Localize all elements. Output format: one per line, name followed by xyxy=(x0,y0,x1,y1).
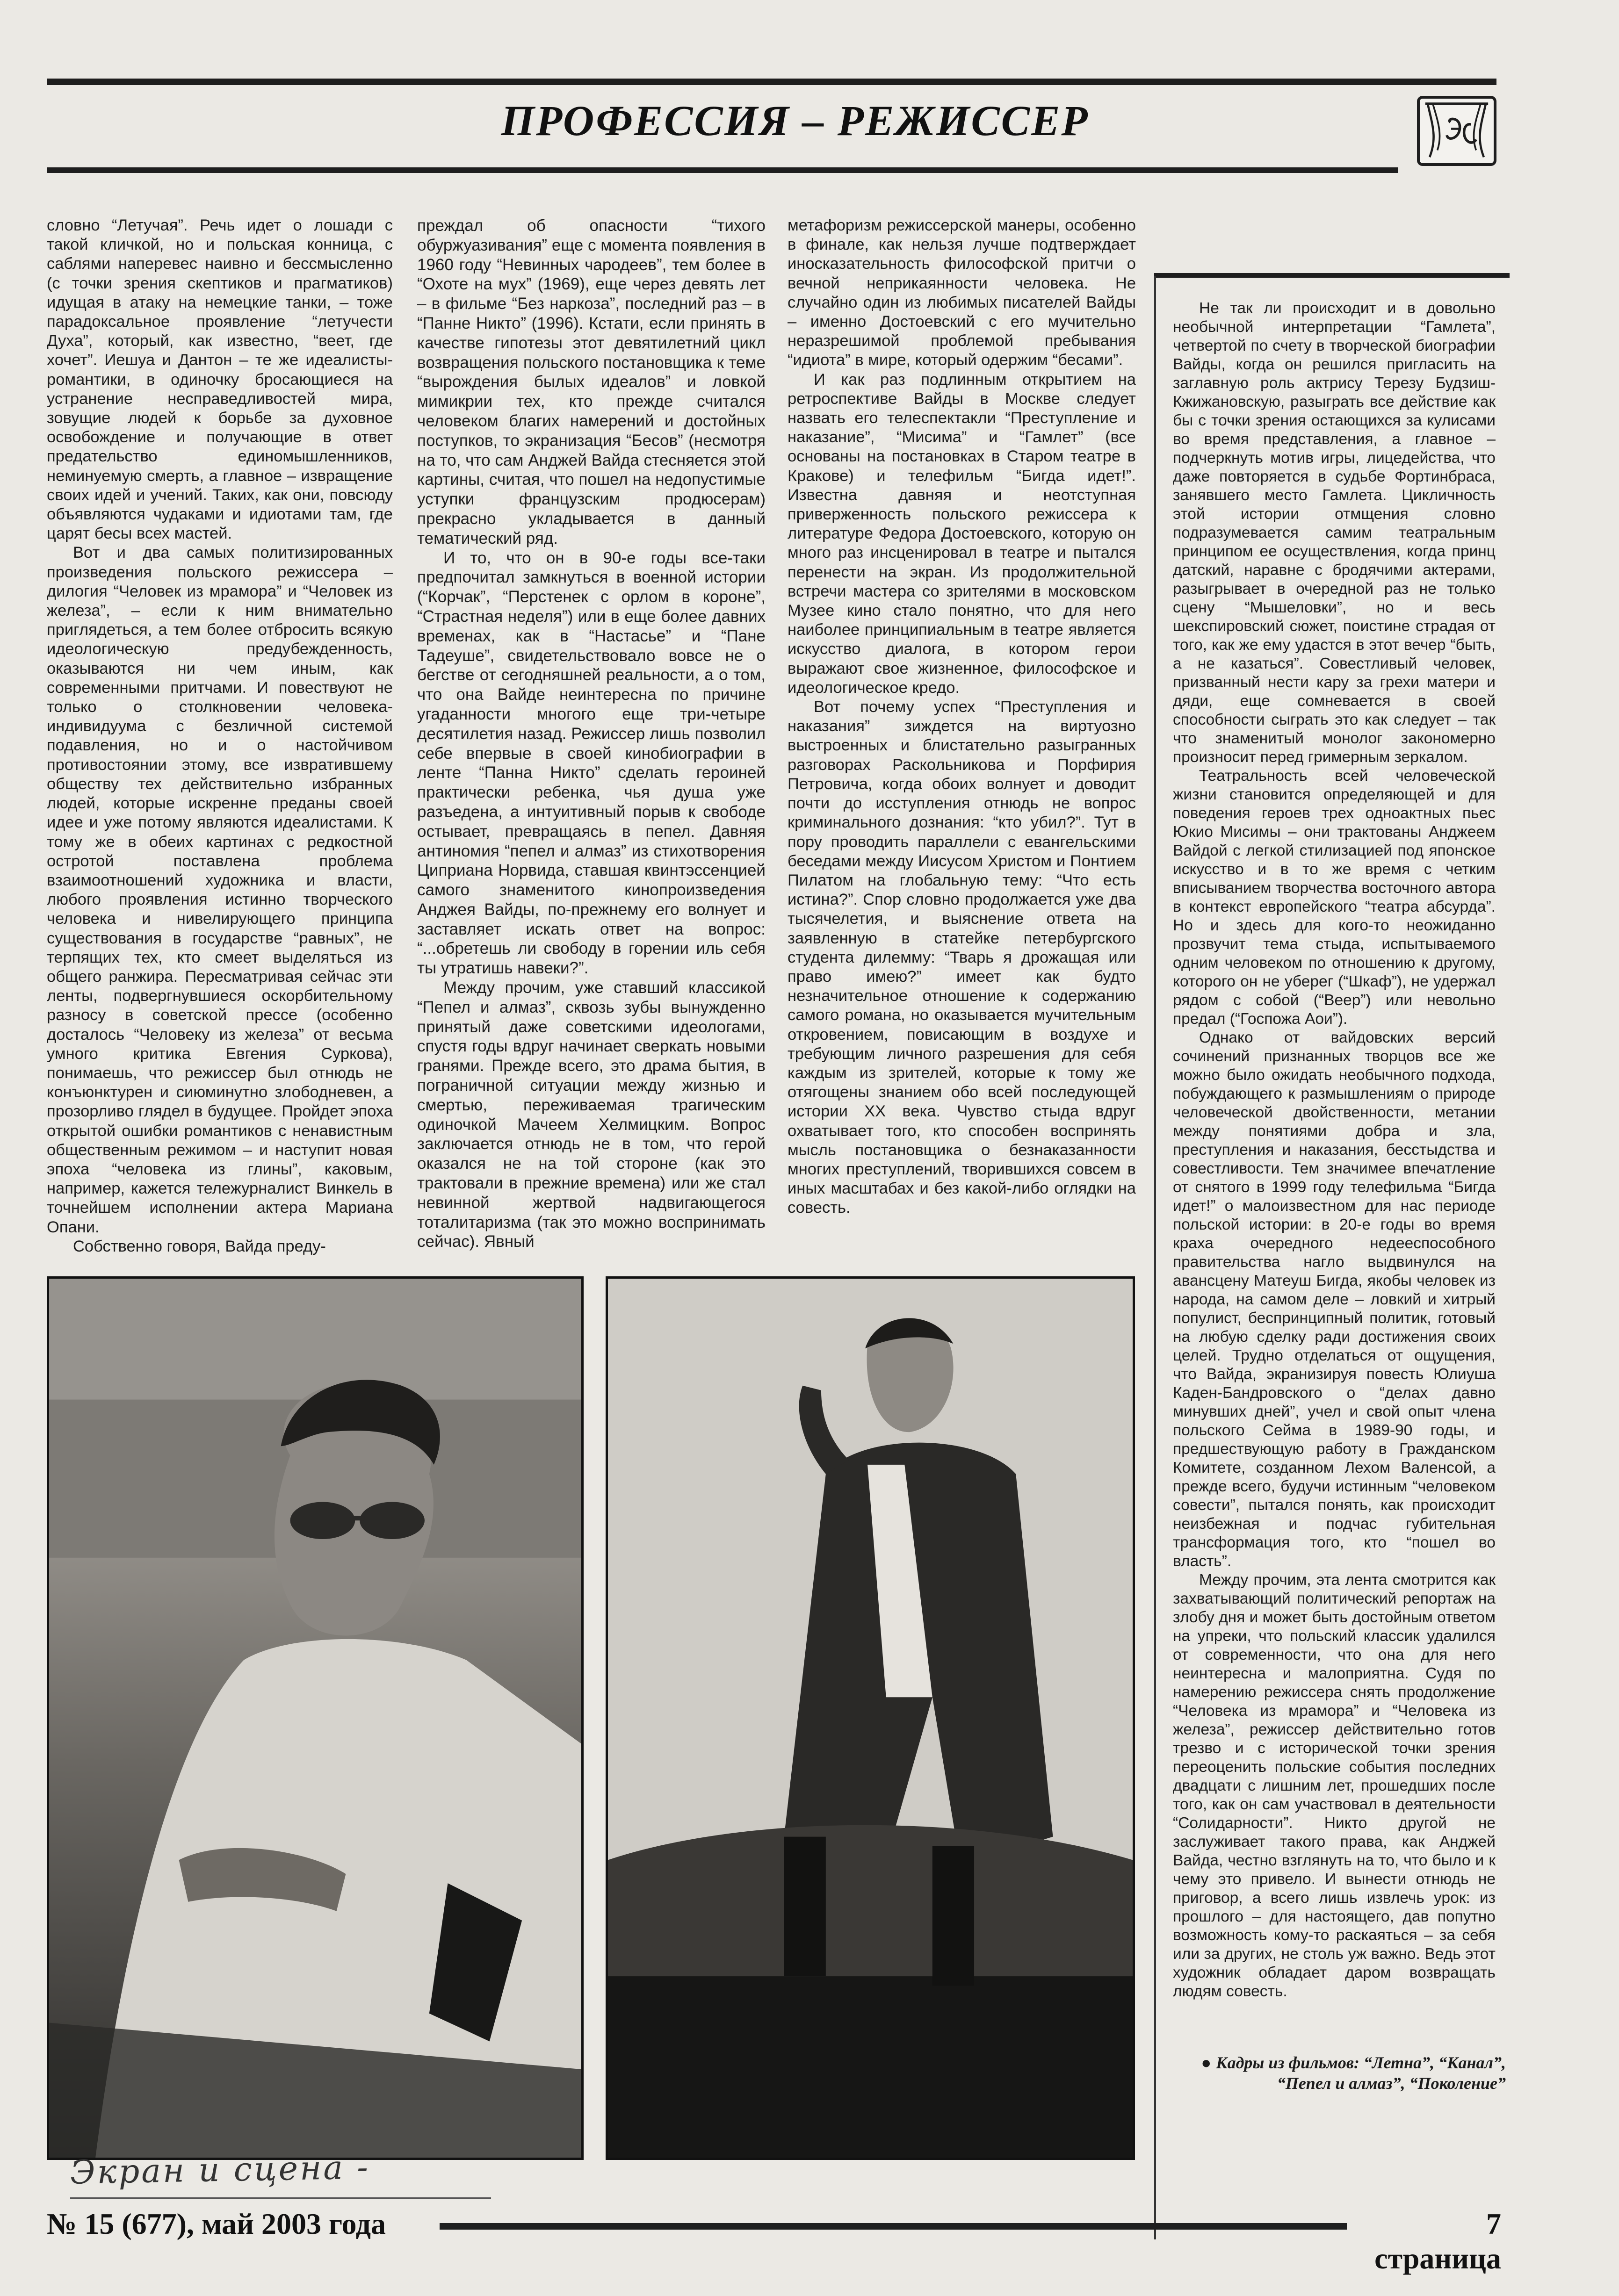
handwritten-underline xyxy=(70,2197,491,2199)
paragraph: Между прочим, эта лента смотрится как захватывающий политический репортаж на злобу дня и может быть достойным ответом на упреки, что польский классик удалился от современности, что она для него неинтересна и малоприятна. Судя по намерению режиссера снять продолжение “Человека из мрамора” и “Человека из железа”, режиссер действительно готов трезво и с исторической точки зрения переоценить польские события последних двадцати с лишним лет, прошедших после того, как он сам участвовал в деятельности “Солидарности”. Никто другой не заслуживает такого права, как Анджей Вайда, честно взглянуть на то, что было и к чему это привело. И вынести отнюдь не приговор, а всего лишь извлечь урок: из прошлого – для настоящего, дав попутно возможность кому-то раскаяться – за себя или за других, не столь уж важно. Ведь этот художник обладает даром возвращать людям совесть. xyxy=(1173,1571,1496,2000)
handwritten-note: Экран и сцена - xyxy=(70,2148,370,2192)
film-still-photo-young-man-glasses xyxy=(47,1276,584,2160)
paragraph: И как раз подлинным открытием на ретроспективе Вайды в Москве следует назвать его телеспектакли “Преступление и наказание”, “Мисима” и “Гамлет” (все основаны на постановках в Старом театре в Кракове) и телефильм “Бигда идет!”. Известна давняя и неотступная приверженность польского режиссера к литературе Федора Достоевского, которую он много раз инсценировал в театре и пытался перенести на экран. Из продолжительной встречи мастера со зрителями в московском Музее кино стало понятно, что для него наиболее принципиальным в театре является искусство диалога, в котором герои выражают свое жизненное, философское и идеологическое кредо. xyxy=(788,370,1136,697)
paragraph: Не так ли происходит и в довольно необычной интерпретации “Гамлета”, четвертой по счету в творческой биографии Вайды, когда он решился пригласить на заглавную роль актрису Терезу Будзиш-Кжижановскую, разыграть все действие как бы с точки зрения остающихся за кулисами во время представления, а главное – подчеркнуть мотив игры, лицедейства, что даже повторяется в судьбе Фортинбраса, занявшего место Гамлета. Цикличность этой истории отмщения словно подразумевается самим театральным принципом ее осуществления, когда принц датский, наравне с бродячими актерами, разыгрывает в очередной раз не только сцену “Мышеловки”, но и весь шекспировский сюжет, поистине страдая от того, как же ему удастся в этот вечер “быть, а не казаться”. Совестливый человек, призванный нести кару за грехи матери и дяди, еще сомневается в своей способности сыграть это как следует – так что знаменитый монолог закономерно произносит перед гримерным зеркалом. xyxy=(1173,300,1496,766)
paragraph: преждал об опасности “тихого обуржуазивания” еще с момента появления в 1960 году “Невинных чародеев”, тем более в “Охоте на мух” (1969), еще через девять лет – в фильме “Без наркоза”, последний раз – в “Панне Никто” (1996). Кстати, если принять в качестве гипотезы этот девятилетний цикл возвращения польского постановщика к теме “вырождения былых идеалов” и ловкой мимикрии тех, кто прежде считался человеком благих намерений и достойных поступков, то экранизация “Бесов” (несмотря на то, что сам Анджей Вайда стесняется этой картины, считая, что пошел на недопустимые уступки французским продюсерам) прекрасно укладывается в данный тематический ряд. xyxy=(417,216,766,547)
paragraph: И то, что он в 90-е годы все-таки предпочитал замкнуться в военной истории (“Корчак”, “Перстенек с орлом в короне”, “Страстная неделя”) или в еще более давних временах, как в “Настасье” и “Пане Тадеуше”, свидетельствовало вовсе не о бегстве от сегодняшней реальности, а о том, что она Вайде неинтересна по причине угаданности многого еще три-четыре десятилетия назад. Режиссер лишь позволил себе впервые в своей кинобиографии в ленте “Панна Никто” сделать героиней практически ребенка, чья душа уже разъедена, а интуитивный порыв к свободе остывает, превращаясь в пепел. Давняя антиномия “пепел и алмаз” из стихотворения Циприана Норвида, ставшая квинтэссенцией самого знаменитого кинопроизведения Анджея Вайды, по-прежнему его волнует и заставляет искать ответ на вопрос: “...обретешь ли свободу в горении иль себя ты утратишь навеки?”. xyxy=(417,548,766,978)
film-still-photo-man-in-coat xyxy=(606,1276,1135,2160)
page-number: 7 страница xyxy=(1374,2207,1501,2275)
paragraph: Вот и два самых политизированных произведения польского режиссера – дилогия “Человек из мрамора” и “Человек из железа”, – если к ним внимательно приглядеться, а тем более отбросить всякую идеологическую предубежденность, оказываются ни чем иным, как современными притчами. И повествуют не только о столкновении человека-индивидуума с безличной системой подавления, но и о настойчивом противостоянии этому, все извратившему обществу тех действительно избранных людей, которые искренне преданы своей идее и уже потому являются идеалистами. К тому же в обеих картинах с редкостной остротой поставлена проблема взаимоотношений художника и власти, любого проявления истинно творческого человека и нивелирующего принципа существования в государстве “равных”, не терпящих тех, кто смеет выделяться из общего ранжира. Пересматривая сейчас эти ленты, подвергнувшиеся оскорбительному разносу в советской прессе (особенно досталось “Человеку из железа” от весьма умного критика Евгения Суркова), понимаешь, что режиссер был отнюдь не конъюнктурен и сиюминутно злободневен, а прозорливо глядел в будущее. Пройдет эпоха открытой ошибки романтиков с ненавистным общественным режимом – и наступит новая эпоха “человека из глины”, каковым, например, кажется тележурналист Винкель в точнейшем исполнении актера Мариана Опани. xyxy=(47,544,393,1236)
logo-graphic xyxy=(1420,99,1494,163)
footer-rule xyxy=(440,2223,1347,2230)
paragraph: метафоризм режиссерской манеры, особенно в финале, как нельзя лучше подтверждает иносказательность философской притчи о вечной неприкаянности человека. Не случайно один из любимых писателей Вайды – именно Достоевский с его мучительно неразрешимой проблемой пребывания “идиота” в мире, который одержим “бесами”. xyxy=(788,216,1136,369)
article-column-4 xyxy=(1173,299,1496,2029)
caption-text: Кадры из фильмов: “Летна”, “Канал”, “Пепел и алмаз”, “Поколение” xyxy=(1216,2053,1506,2093)
photo-caption xyxy=(1183,2052,1506,2094)
photo-illustration xyxy=(49,1279,581,2158)
article-column-2 xyxy=(417,216,766,1263)
article-column-3 xyxy=(788,216,1136,1263)
paragraph: Однако от вайдовских версий сочинений признанных творцов все же можно было ожидать необычного подхода, побуждающего к размышлениям о природе человеческой двойственности, метании между понятиями добра и зла, преступления и наказания, бесстыдства и совестливости. Тем значимее впечатление от снятого в 1999 году телефильма “Бигда идет!” о малоизвестном для нас периоде польской истории: в 20-е годы во время краха очередного недееспособного правительства нагло выдвинулся на авансцену Матеуш Бигда, якобы человек из народа, на самом деле – ловкий и хитрый популист, беспринципный политик, готовый на любую сделку ради достижения своих целей. Трудно отделаться от ощущения, что Вайда, экранизируя повесть Юлиуша Каден-Бандровского о “делах давно минувших дней”, учел и свой опыт члена польского Сейма в 1989-90 годы, и предшествующую работу в Гражданском Комитете, созданном Лехом Валенсой, а прежде всего, будучи истинным “человеком совести”, пытался понять, как происходит неизбежная и подчас губительная трансформация того, кто “пошел во власть”. xyxy=(1173,1029,1496,1570)
theater-curtain-logo-icon xyxy=(1417,96,1496,166)
paragraph: Собственно говоря, Вайда преду- xyxy=(73,1237,326,1255)
paragraph: Между прочим, уже ставший классикой “Пепел и алмаз”, сквозь зубы вынужденно принятый даже советскими идеологами, спустя годы вдруг начинает сверкать новыми гранями. Прежде всего, это драма бытия, в пограничной ситуации между жизнью и смертью, переживаемая трагическим одиночкой Мачеем Хелмицким. Вопрос заключается отнюдь не в том, что герой оказался не на той стороне (как это трактовали в прежние времена) или же стал невинной жертвой надвигающегося тоталитаризма (так это можно воспринимать сейчас). Явный xyxy=(417,979,766,1251)
header-top-rule xyxy=(47,79,1496,85)
paragraph: Вот почему успех “Преступления и наказания” зиждется на виртуозно выстроенных и блистательно разыгранных разговорах Раскольникова и Порфирия Петровича, когда обоих волнует и доводит почти до исступления отнюдь не вопрос криминального дознания: “кто убил?”. Тут в пору проводить параллели с евангельскими беседами между Иисусом Христом и Понтием Пилатом на глобальную тему: “Что есть истина?”. Спор словно продолжается уже два тысячелетия, и выяснение ответа на заявленную в статейке петербургского студента дилемму: “Тварь я дрожащая или право имею?” имеет как будто незначительное отношение к содержанию самого романа, но оказывается мучительным откровением, повисающим в воздухе и требующим личного разрешения для себя каждым из зрителей, которые к тому же отягощены знанием обо всей последующей истории XX века. Чувство стыда вдруг охватывает того, кто способен воспринять мысль постановщика о безнаказанности многих преступлений, творившихся совсем в иных масштабах и без какой-либо оглядки на совесть. xyxy=(788,698,1136,1217)
paragraph: словно “Летучая”. Речь идет о лошади с такой кличкой, но и польская конница, с саблями наперевес наивно и бессмысленно (с точки зрения скептиков и прагматиков) идущая в атаку на немецкие танки, – тоже парадоксальное проявление “летучести Духа”, который, как известно, “веет, где хочет”. Иешуа и Дантон – те же идеалисты-романтики, в одиночку бросающиеся на устранение несправедливостей мира, зовущие людей к борьбе за духовное освобождение и получающие в ответ предательство единомышленников, неминуемую смерть, а главное – извращение своих идей и учений. Таких, как они, повсюду объявляются чудаками и идиотами там, где царят бесы всех мастей. xyxy=(47,216,393,543)
issue-info: № 15 (677), май 2003 года xyxy=(47,2207,386,2240)
photo-illustration xyxy=(608,1279,1133,2158)
section-title: ПРОФЕССИЯ – РЕЖИССЕР xyxy=(501,97,1089,144)
paragraph: Театральность всей человеческой жизни становится определяющей и для поведения героев трех одноактных пьес Юкио Мисимы – они трактованы Анджеем Вайдой с легкой стилизацией под японское искусство и в то же время с четким вписыванием творчества восточного автора в контекст европейского “театра абсурда”. Но и здесь для кого-то неожиданно прозвучит тема стыда, испытываемого одним человеком по отношению к другому, которого он не уберег (“Шкаф”), не удержал рядом с собой (“Веер”) или невольно предал (“Госпожа Аои”). xyxy=(1173,767,1496,1028)
header-bottom-rule xyxy=(47,167,1398,173)
article-column-1 xyxy=(47,216,393,1263)
bullet-icon: ● xyxy=(1201,2053,1212,2072)
